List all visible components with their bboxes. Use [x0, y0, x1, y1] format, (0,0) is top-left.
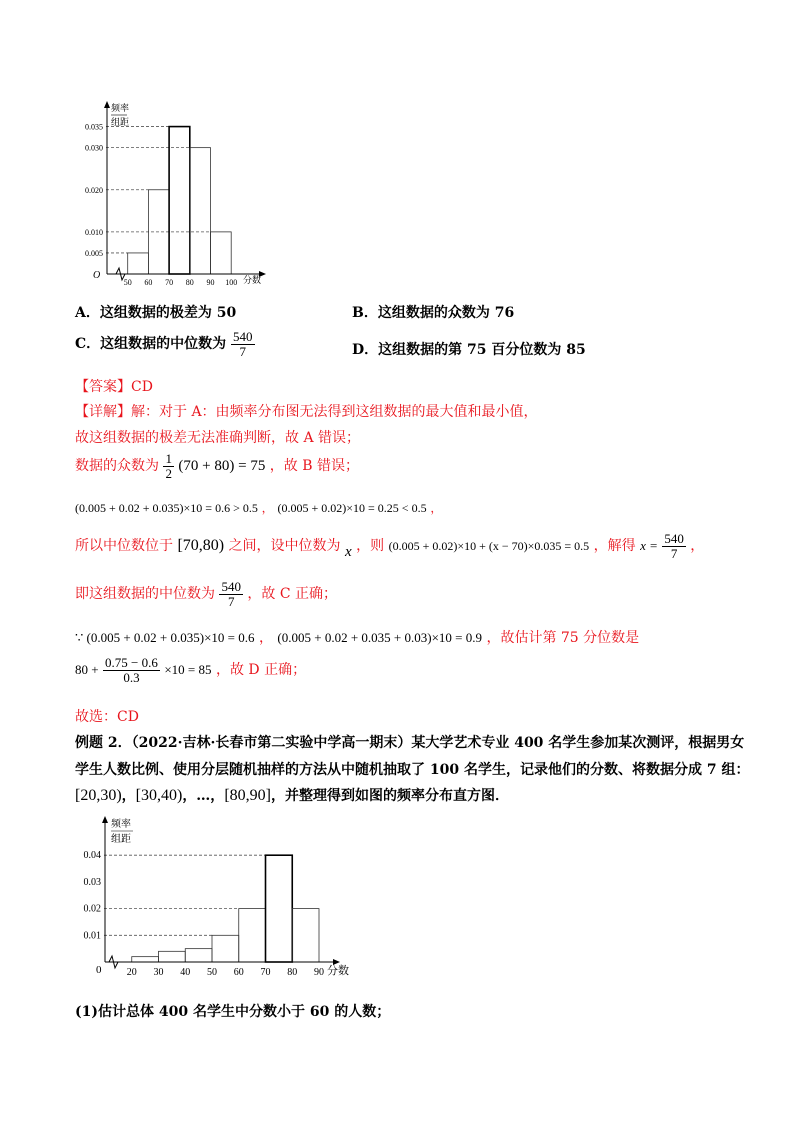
chart2-xtick-60: 60 — [233, 967, 244, 978]
option-c-fraction — [231, 330, 255, 358]
chart2-y-tick-labels — [84, 850, 102, 941]
chart2-bar-30-40 — [159, 951, 186, 962]
detail-line-5-den: 7 — [662, 546, 686, 561]
chart1-xlabel: 分数 — [243, 275, 262, 285]
chart1-ytick-0.010: 0.010 — [85, 227, 103, 237]
chart2-xtick-50: 50 — [207, 967, 217, 978]
chart1-y-tick-labels — [85, 123, 103, 258]
option-b: B．这组数据的众数为 76 — [352, 305, 515, 321]
chart2-xtick-70: 70 — [260, 967, 271, 978]
detail-line-5-math: (0.005 + 0.02)×10 + (x − 70)×0.035 = 0.5 — [388, 539, 590, 554]
example2-sep-2: ，…， — [182, 788, 225, 804]
detail-line-7-math-2: (0.005 + 0.02 + 0.035 + 0.03)×10 = 0.9 — [277, 630, 482, 645]
chart2-y-arrow — [102, 816, 108, 823]
example2-line-3-post: ，并整理得到如图的频率分布直方图． — [270, 788, 509, 804]
detail-line-8-den: 0.3 — [103, 670, 160, 685]
question-1: (1)估计总体 400 名学生中分数小于 60 的人数； — [75, 1004, 391, 1020]
chart2-ytick-0.03: 0.03 — [83, 876, 101, 888]
histogram-2 — [76, 813, 366, 988]
histogram-1 — [78, 98, 278, 288]
example2-interval-1: [20,30) — [75, 787, 122, 804]
chart2-bar-60-70 — [239, 909, 266, 962]
answer-label: 【答案】CD — [75, 379, 153, 395]
chart1-xtick-60: 60 — [144, 278, 153, 287]
detail-line-3-math: (70 + 80) = 75 — [178, 458, 266, 475]
detail-line-5-post: ， — [690, 538, 705, 555]
detail-line-5-then: ，则 — [356, 538, 385, 555]
chart1-xtick-100: 100 — [225, 278, 238, 287]
chart2-ylabel-top: 频率 — [111, 819, 131, 830]
detail-line-7 — [75, 627, 639, 647]
detail-line-8-a: 80 + — [75, 662, 99, 678]
chart2-origin: 0 — [96, 964, 102, 976]
detail-line-2: 故这组数据的极差无法准确判断，故 A 错误； — [75, 430, 361, 446]
chart1-origin: O — [93, 270, 101, 281]
detail-line-7-sep: ， — [258, 630, 273, 646]
chart2-bar-40-50 — [185, 949, 212, 962]
chart2-xlabel: 分数 — [327, 965, 349, 977]
chart2-xtick-90: 90 — [314, 967, 324, 978]
detail-line-7-math-1: ∵ (0.005 + 0.02 + 0.035)×10 = 0.6 — [75, 630, 255, 645]
chart1-bars — [128, 127, 232, 274]
chart1-bar-80-90 — [190, 148, 211, 274]
detail-line-8-num: 0.75 − 0.6 — [105, 655, 158, 670]
detail-line-4-math-1: (0.005 + 0.02 + 0.035)×10 = 0.6 > 0.5 — [75, 501, 258, 515]
chart1-ylabel-top: 频率 — [111, 103, 130, 113]
detail-line-5-var: x — [345, 544, 352, 561]
chart2-bar-50-60 — [212, 935, 239, 962]
detail-line-4 — [75, 499, 442, 516]
example2-line-3 — [75, 785, 509, 805]
chart1-y-arrow — [104, 101, 110, 108]
detail-line-3-den: 2 — [165, 465, 172, 481]
chart1-x-tick-labels — [124, 278, 238, 287]
example2-line-1: 例题 2．（2022·吉林·长春市第二实验中学高一期末）某大学艺术专业 400 名学生参加某次测评，根据男女 — [75, 735, 745, 751]
detail-line-6-post: ，故 C 正确； — [247, 586, 338, 603]
chart1-ytick-0.005: 0.005 — [85, 248, 103, 258]
detail-line-3-fraction — [163, 452, 174, 480]
chart1-ylabel-bottom: 组距 — [111, 117, 130, 127]
example2-interval-3: [80,90] — [224, 787, 271, 804]
option-c — [75, 330, 255, 358]
option-c-text: C．这组数据的中位数为 — [75, 336, 227, 353]
detail-line-3-num: 1 — [165, 451, 172, 466]
detail-line-6-den: 7 — [219, 594, 243, 609]
detail-line-8-post: ，故 D 正确； — [215, 662, 307, 679]
detail-line-5-fraction — [662, 532, 686, 560]
chart2-ytick-0.01: 0.01 — [83, 930, 101, 942]
detail-line-5-mid: 之间，设中位数为 — [228, 538, 341, 555]
chart2-bar-70-80 — [266, 855, 293, 962]
chart2-ytick-0.04: 0.04 — [83, 850, 101, 862]
detail-line-4-sep: ， — [261, 501, 274, 515]
chart2-xtick-80: 80 — [287, 967, 298, 978]
chart1-bar-70-80 — [169, 127, 190, 274]
chart2-ylabel-bottom: 组距 — [111, 834, 131, 845]
chart1-bar-50-60 — [128, 253, 149, 274]
example2-interval-2: [30,40) — [135, 787, 183, 804]
chart1-xtick-50: 50 — [123, 278, 132, 287]
detail-line-7-post: ，故估计第 75 分位数是 — [486, 630, 640, 646]
detail-line-5-pre: 所以中位数位于 — [75, 538, 173, 555]
detail-line-4-math-2: (0.005 + 0.02)×10 = 0.25 < 0.5 — [277, 501, 427, 515]
detail-line-6-num: 540 — [221, 579, 241, 594]
chart2-bar-80-90 — [292, 909, 319, 962]
detail-line-5-solve: ，解得 — [593, 538, 636, 555]
option-d: D．这组数据的第 75 百分位数为 85 — [352, 342, 586, 358]
detail-line-5-num: 540 — [664, 531, 684, 546]
chart1-xtick-70: 70 — [165, 278, 174, 287]
option-c-numerator: 540 — [233, 329, 253, 344]
chart2-xtick-40: 40 — [180, 967, 191, 978]
detail-line-1: 【详解】解：对于 A：由频率分布图无法得到这组数据的最大值和最小值， — [75, 404, 538, 420]
detail-line-5-interval: [70,80) — [177, 537, 225, 555]
detail-line-8-b: ×10 = 85 — [164, 662, 212, 678]
detail-line-6 — [75, 580, 337, 608]
detail-line-8 — [75, 656, 306, 684]
detail-line-3 — [75, 452, 359, 480]
chart2-xtick-20: 20 — [126, 967, 137, 978]
detail-line-5-x: x = — [640, 538, 658, 554]
example2-line-2: 学生人数比例、使用分层随机抽样的方法从中随机抽取了 100 名学生，记录他们的分数、将数据分成 7 组： — [75, 762, 750, 778]
detail-line-3-pre: 数据的众数为 — [75, 458, 159, 475]
chart1-xtick-90: 90 — [206, 278, 215, 287]
detail-line-6-fraction — [219, 580, 243, 608]
example2-sep-1: ， — [121, 788, 136, 804]
chart1-xtick-80: 80 — [185, 278, 194, 287]
detail-line-4-post: ， — [430, 501, 443, 515]
chart1-bar-90-100 — [211, 232, 232, 274]
chart2-ytick-0.02: 0.02 — [83, 903, 101, 915]
detail-line-6-pre: 即这组数据的中位数为 — [75, 586, 215, 603]
option-a: A．这组数据的极差为 50 — [75, 305, 237, 321]
chart1-ytick-0.020: 0.020 — [85, 185, 103, 195]
detail-line-8-fraction — [103, 656, 160, 684]
chart2-x-tick-labels — [127, 967, 324, 978]
chart2-dash-lines — [104, 855, 266, 935]
detail-line-3-post: ，故 B 错误； — [269, 458, 359, 475]
chart2-xtick-30: 30 — [153, 967, 164, 978]
detail-line-5 — [75, 532, 704, 564]
chart1-ytick-0.035: 0.035 — [85, 122, 103, 132]
detail-line-9: 故选：CD — [75, 709, 139, 725]
chart1-ytick-0.030: 0.030 — [85, 143, 103, 153]
chart2-bar-20-30 — [132, 957, 159, 962]
option-c-denominator: 7 — [231, 344, 255, 359]
